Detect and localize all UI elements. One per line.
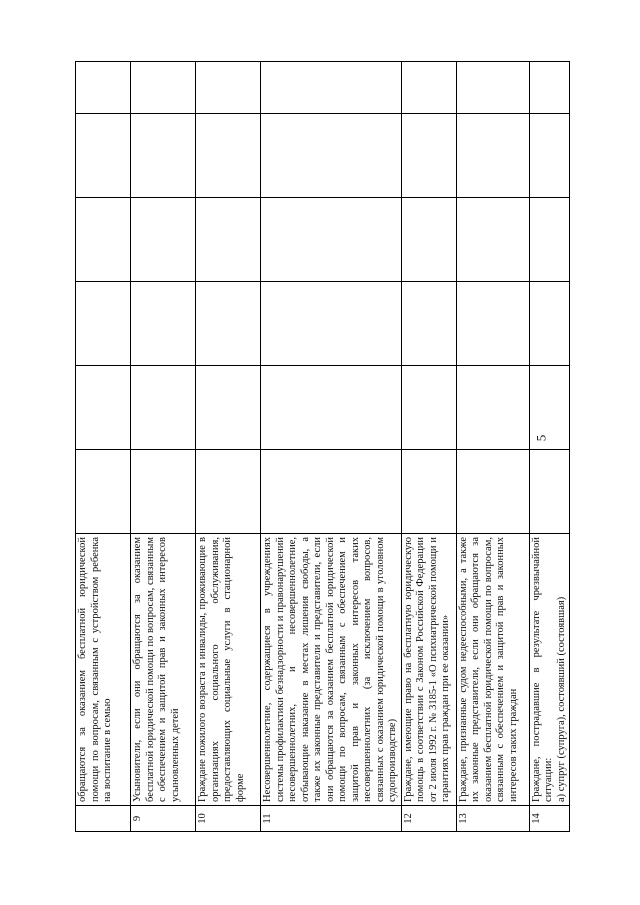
empty-cell (529, 198, 570, 282)
category-text: Несовершеннолетние, содержащиеся в учреждениях системы профилактики безнадзорности и правонарушений несовершеннолетних, и несовершеннолетние, отбывающие наказание в местах лишения свободы, а также их законные представители и представители, если они обращаются за оказанием бесплатной юридической помощи по вопросам, связанным с обеспечением и защитой прав и законных интересов таких несовершеннолетних (за исключением вопросов, связанных с оказанием юридической помощи в уголовном судопроизводстве) (261, 534, 402, 806)
category-text: обращаются за оказанием бесплатной юридической помощи по вопросам, связанным с устройством ребенка на воспитание в семью (76, 534, 131, 806)
empty-cell (529, 282, 570, 366)
row-number: 9 (131, 806, 196, 832)
empty-cell (196, 282, 261, 366)
table-row (76, 62, 131, 832)
empty-cell (401, 450, 456, 534)
empty-cell (261, 450, 402, 534)
empty-cell (131, 198, 196, 282)
empty-cell (131, 282, 196, 366)
page-number: 5 (533, 434, 549, 442)
category-text: Усыновители, если они обращаются за оказанием бесплатной юридической помощи по вопросам, связанным с обеспечением и защитой прав и законных интересов усыновленных детей (131, 534, 196, 806)
empty-cell (131, 450, 196, 534)
rotated-table-container (75, 62, 610, 832)
empty-cell (529, 450, 570, 534)
empty-cell (196, 366, 261, 450)
empty-cell (261, 114, 402, 198)
eligibility-table (75, 61, 570, 832)
empty-cell (261, 62, 402, 114)
empty-cell (529, 114, 570, 198)
empty-cell (196, 198, 261, 282)
empty-cell (456, 198, 529, 282)
category-text: Граждане, имеющие право на бесплатную юридическую помощь в соответствии с Законом Российской Федерации от 2 июля 1992 г. № 3185-1 «О психиатрической помощи и гарантиях прав граждан при ее оказании» (401, 534, 456, 806)
empty-cell (261, 282, 402, 366)
empty-cell (261, 366, 402, 450)
row-number: 12 (401, 806, 456, 832)
empty-cell (456, 450, 529, 534)
table-row (401, 62, 456, 832)
empty-cell (261, 198, 402, 282)
empty-cell (76, 366, 131, 450)
table-row (456, 62, 529, 832)
empty-cell (196, 114, 261, 198)
empty-cell (76, 450, 131, 534)
empty-cell (76, 198, 131, 282)
empty-cell (456, 366, 529, 450)
empty-cell (131, 114, 196, 198)
empty-cell (401, 282, 456, 366)
empty-cell (196, 450, 261, 534)
empty-cell (76, 62, 131, 114)
row-number (76, 806, 131, 832)
row-number: 11 (261, 806, 402, 832)
empty-cell (456, 114, 529, 198)
empty-cell (76, 114, 131, 198)
table-row (196, 62, 261, 832)
row-number: 13 (456, 806, 529, 832)
empty-cell (401, 366, 456, 450)
row-number: 14 (529, 806, 570, 832)
category-text: Граждане, пострадавшие в результате чрезвычайной ситуации: а) супруг (супруга), состоявший (состоявшая) (529, 534, 570, 806)
category-text: Граждане, признанные судом недееспособными, а также их законные представители, если они обращаются за оказанием бесплатной юридической помощи по вопросам, связанным с обеспечением и защитой прав и законных интересов таких граждан (456, 534, 529, 806)
empty-cell (131, 366, 196, 450)
table-row (529, 62, 570, 832)
empty-cell (529, 62, 570, 114)
empty-cell (401, 114, 456, 198)
empty-cell (401, 198, 456, 282)
empty-cell (456, 62, 529, 114)
empty-cell (76, 282, 131, 366)
empty-cell (456, 282, 529, 366)
table-row (261, 62, 402, 832)
table-row (131, 62, 196, 832)
row-number: 10 (196, 806, 261, 832)
empty-cell (196, 62, 261, 114)
empty-cell (529, 366, 570, 450)
empty-cell (401, 62, 456, 114)
empty-cell (131, 62, 196, 114)
category-text: Граждане пожилого возраста и инвалиды, проживающие в организациях социального обслуживания, предоставляющих социальные услуги в стационарной форме (196, 534, 261, 806)
